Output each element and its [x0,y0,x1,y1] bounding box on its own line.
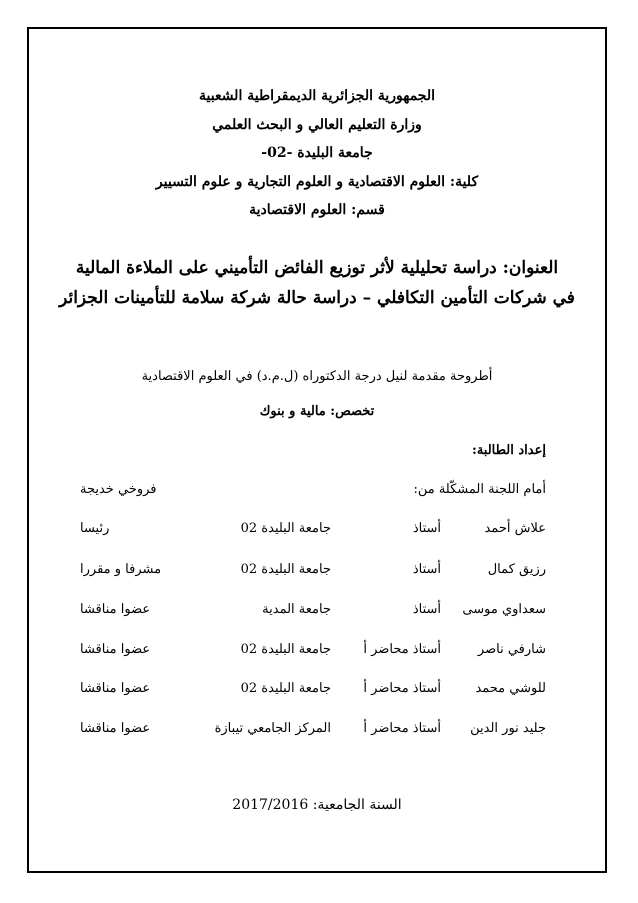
republic-heading: الجمهورية الجزائرية الديمقراطية الشعبية [198,88,435,104]
member-role: عضوا مناقشا [80,642,151,657]
department-heading: قسم: العلوم الاقتصادية [249,202,385,218]
prepared-by-label: إعداد الطالبة: [472,443,546,458]
member-rank: أستاذ محاضر أ [363,642,441,657]
thesis-title-line-1: العنوان: دراسة تحليلية لأثر توزيع الفائض التأميني على الملاءة المالية [75,258,559,278]
committee-row [80,521,546,539]
committee-row [80,602,546,620]
member-institution: جامعة المدية [262,602,331,617]
ministry-heading: وزارة التعليم العالي و البحث العلمي [212,117,422,133]
thesis-title-line-2: في شركات التأمين التكافلي – دراسة حالة شركة سلامة للتأمينات الجزائر [59,288,575,308]
specialty: تخصص: مالية و بنوك [259,404,375,419]
member-name: جليد نور الدين [470,721,546,736]
member-rank: أستاذ محاضر أ [363,681,441,696]
faculty-heading: كلية: العلوم الاقتصادية و العلوم التجارية و علوم التسيير [155,174,479,190]
member-name: سعداوي موسى [462,602,546,617]
member-institution: جامعة البليدة 02 [240,681,331,696]
member-institution: جامعة البليدة 02 [240,562,331,577]
member-rank: أستاذ [412,521,441,536]
member-rank: أستاذ [412,602,441,617]
member-institution: المركز الجامعي تيبازة [214,721,331,736]
member-name: شارفي ناصر [477,642,546,657]
member-name: رزيق كمال [487,562,546,577]
thesis-description: أطروحة مقدمة لنيل درجة الدكتوراه (ل.م.د) في العلوم الاقتصادية [141,369,493,384]
member-name: للوشي محمد [475,681,546,696]
member-role: رئيسا [80,521,110,536]
member-role: عضوا مناقشا [80,721,151,736]
committee-row [80,721,546,739]
member-rank: أستاذ [412,562,441,577]
academic-year: السنة الجامعية: 2017/2016 [232,797,402,813]
university-heading: جامعة البليدة -02- [261,145,373,161]
member-name: علاش أحمد [484,521,546,536]
committee-row [80,681,546,699]
member-institution: جامعة البليدة 02 [240,642,331,657]
member-role: عضوا مناقشا [80,681,151,696]
member-rank: أستاذ محاضر أ [363,721,441,736]
member-role: عضوا مناقشا [80,602,151,617]
member-institution: جامعة البليدة 02 [240,521,331,536]
member-role: مشرفا و مقررا [80,562,162,577]
student-name: فروخي خديجة [80,482,157,497]
committee-row [80,562,546,580]
committee-label: أمام اللجنة المشكّلة من: [413,482,546,497]
committee-row [80,642,546,660]
